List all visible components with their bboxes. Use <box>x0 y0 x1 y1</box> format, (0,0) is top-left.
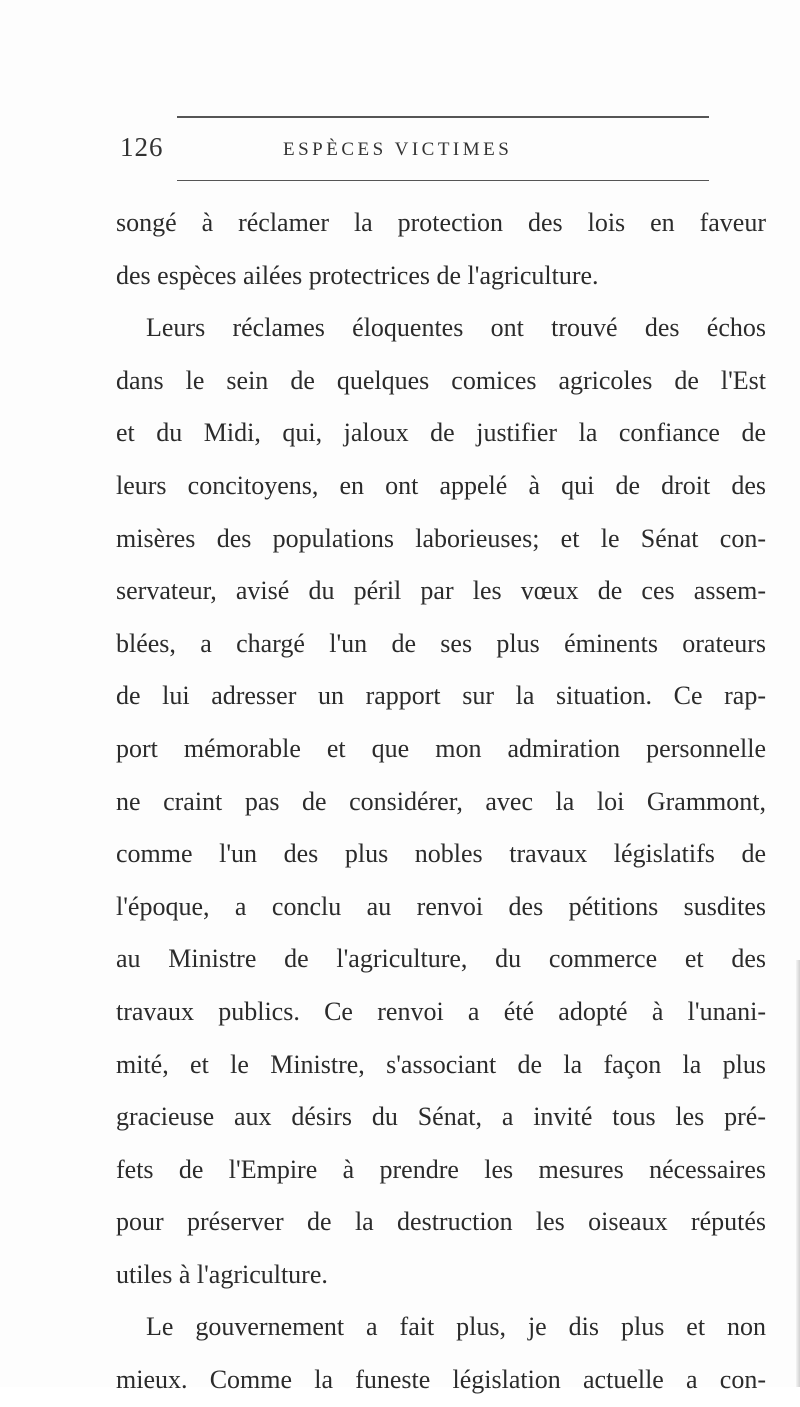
text-line: de lui adresser un rapport sur la situation. Ce rap- <box>116 681 766 711</box>
text-line: et du Midi, qui, jaloux de justifier la confiance de <box>116 418 766 448</box>
text-line: l'époque, a conclu au renvoi des pétitions susdites <box>116 891 766 921</box>
text-line: port mémorable et que mon admiration personnelle <box>116 733 766 763</box>
header-rule-bottom <box>177 180 709 181</box>
text-line: gracieuse aux désirs du Sénat, a invité tous les pré- <box>116 1102 766 1132</box>
text-line: ne craint pas de considérer, avec la loi Grammont, <box>116 786 766 816</box>
page-header <box>0 132 800 168</box>
text-line: Le gouvernement a fait plus, je dis plus et non <box>146 1312 766 1342</box>
page-number: 126 <box>120 132 164 162</box>
text-line: des espèces ailées protectrices de l'agriculture. <box>116 260 599 290</box>
text-line: mieux. Comme la funeste législation actuelle a con- <box>116 1365 766 1395</box>
text-line: au Ministre de l'agriculture, du commerce et des <box>116 944 766 974</box>
text-line: travaux publics. Ce renvoi a été adopté à l'unani- <box>116 996 766 1026</box>
running-head: ESPÈCES VICTIMES <box>283 139 513 160</box>
text-line: mité, et le Ministre, s'associant de la façon la plus <box>116 1049 766 1079</box>
text-line: comme l'un des plus nobles travaux législatifs de <box>116 839 766 869</box>
text-line: servateur, avisé du péril par les vœux de ces assem- <box>116 576 766 606</box>
scan-edge-shadow <box>796 960 800 1387</box>
text-line: dans le sein de quelques comices agricoles de l'Est <box>116 365 766 395</box>
text-line: Leurs réclames éloquentes ont trouvé des échos <box>146 313 766 343</box>
text-line: songé à réclamer la protection des lois en faveur <box>116 208 766 237</box>
body-text <box>116 197 766 1407</box>
text-line: misères des populations laborieuses; et le Sénat con- <box>116 523 766 553</box>
text-line: fets de l'Empire à prendre les mesures nécessaires <box>116 1154 766 1184</box>
text-line: leurs concitoyens, en ont appelé à qui de droit des <box>116 470 766 500</box>
header-rule-top <box>177 116 709 118</box>
text-line: blées, a chargé l'un de ses plus éminents orateurs <box>116 628 766 658</box>
text-line: pour préserver de la destruction les oiseaux réputés <box>116 1207 766 1237</box>
text-line: utiles à l'agriculture. <box>116 1259 328 1289</box>
